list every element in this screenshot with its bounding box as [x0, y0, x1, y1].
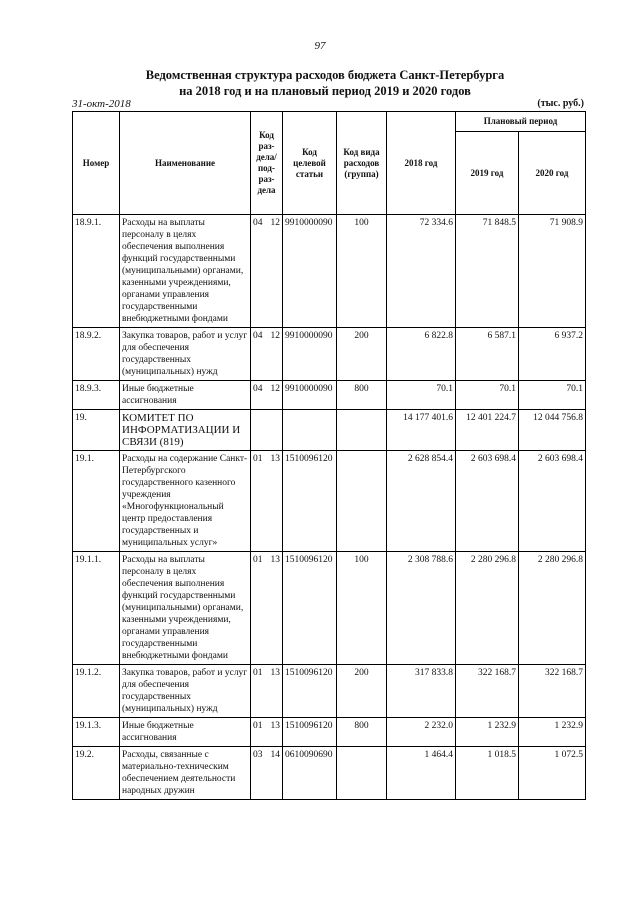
- row-section-code-main: 01: [253, 721, 263, 731]
- row-section-code: [251, 552, 283, 665]
- row-value-2019: 1 232.9: [456, 718, 519, 747]
- row-section-code-main: 01: [253, 668, 263, 678]
- row-value-2018: 70.1: [387, 381, 456, 410]
- table-row: [73, 410, 586, 451]
- table-row: [73, 451, 586, 552]
- row-target-code: 1510096120: [283, 718, 337, 747]
- row-expense-type: 200: [337, 665, 387, 718]
- row-value-2018: 2 628 854.4: [387, 451, 456, 552]
- row-section-code: [251, 718, 283, 747]
- table-row: [73, 718, 586, 747]
- row-section-code-main: 01: [253, 555, 263, 565]
- header-target: Код целевой статьи: [283, 112, 337, 215]
- budget-table: [72, 111, 586, 800]
- row-value-2019: 322 168.7: [456, 665, 519, 718]
- row-value-2019: 2 603 698.4: [456, 451, 519, 552]
- row-value-2019: 70.1: [456, 381, 519, 410]
- row-value-2018: 6 822.8: [387, 328, 456, 381]
- row-name: КОМИТЕТ ПО ИНФОРМАТИЗАЦИИ И СВЯЗИ (819): [120, 410, 251, 451]
- row-section-code-sub: 13: [270, 721, 280, 731]
- row-section-code: [251, 665, 283, 718]
- table-row: [73, 381, 586, 410]
- row-name: Закупка товаров, работ и услуг для обеспечения государственных (муниципальных) нужд: [120, 328, 251, 381]
- row-expense-type: 200: [337, 328, 387, 381]
- table-row: [73, 215, 586, 328]
- header-expense-type: Код вида расходов (группа): [337, 112, 387, 215]
- row-target-code: 1510096120: [283, 451, 337, 552]
- row-value-2018: 2 232.0: [387, 718, 456, 747]
- row-section-code-main: 04: [253, 218, 263, 228]
- units-label: (тыс. руб.): [537, 98, 584, 109]
- page-number: 97: [314, 40, 326, 52]
- header-2018: 2018 год: [387, 112, 456, 215]
- header-section: Код раз-дела/ под-раз-дела: [251, 112, 283, 215]
- title-line-1: Ведомственная структура расходов бюджета Санкт-Петербурга: [145, 68, 505, 82]
- row-value-2019: 12 401 224.7: [456, 410, 519, 451]
- row-value-2020: 70.1: [519, 381, 586, 410]
- row-section-code: [251, 381, 283, 410]
- row-name: Иные бюджетные ассигнования: [120, 381, 251, 410]
- row-expense-type: 800: [337, 381, 387, 410]
- row-section-code: [251, 410, 283, 451]
- row-value-2018: 1 464.4: [387, 747, 456, 800]
- row-target-code: 1510096120: [283, 665, 337, 718]
- header-2019: 2019 год: [456, 132, 519, 215]
- row-section-code: [251, 747, 283, 800]
- row-section-code-main: 03: [253, 750, 263, 760]
- table-row: [73, 747, 586, 800]
- header-name: Наименование: [120, 112, 251, 215]
- row-value-2019: 71 848.5: [456, 215, 519, 328]
- row-name: Закупка товаров, работ и услуг для обеспечения государственных (муниципальных) нужд: [120, 665, 251, 718]
- title-line-2: на 2018 год и на плановый период 2019 и 2020 годов: [179, 84, 471, 98]
- row-name: Расходы, связанные с материально-техническим обеспечением деятельности народных дружин: [120, 747, 251, 800]
- row-target-code: 1510096120: [283, 552, 337, 665]
- row-value-2018: 14 177 401.6: [387, 410, 456, 451]
- row-section-code-main: 01: [253, 454, 263, 464]
- row-target-code: 0610090690: [283, 747, 337, 800]
- table-row: [73, 328, 586, 381]
- document-title: [60, 67, 590, 99]
- row-target-code: 9910000090: [283, 381, 337, 410]
- row-value-2018: 317 833.8: [387, 665, 456, 718]
- header-2020: 2020 год: [519, 132, 586, 215]
- row-value-2020: 2 603 698.4: [519, 451, 586, 552]
- row-target-code: [283, 410, 337, 451]
- row-name: Иные бюджетные ассигнования: [120, 718, 251, 747]
- row-expense-type: 100: [337, 552, 387, 665]
- row-value-2019: 1 018.5: [456, 747, 519, 800]
- row-section-code: [251, 451, 283, 552]
- row-number: 19.1.2.: [73, 665, 120, 718]
- row-number: 19.1.1.: [73, 552, 120, 665]
- row-section-code-sub: 12: [270, 331, 280, 341]
- row-expense-type: [337, 747, 387, 800]
- row-value-2020: 2 280 296.8: [519, 552, 586, 665]
- row-section-code-sub: 13: [270, 454, 280, 464]
- row-name: Расходы на выплаты персоналу в целях обеспечения выполнения функций государственными (муниципальными) органами, казенными учреждениями, органами управления государственными внебюджетными фондами: [120, 215, 251, 328]
- row-number: 19.: [73, 410, 120, 451]
- row-value-2018: 2 308 788.6: [387, 552, 456, 665]
- header-number: Номер: [73, 112, 120, 215]
- row-section-code: [251, 215, 283, 328]
- row-value-2020: 6 937.2: [519, 328, 586, 381]
- row-target-code: 9910000090: [283, 328, 337, 381]
- row-number: 19.1.: [73, 451, 120, 552]
- row-value-2020: 1 072.5: [519, 747, 586, 800]
- document-date: 31-окт-2018: [72, 98, 131, 110]
- header-planned-period: Плановый период: [456, 112, 586, 132]
- row-value-2019: 2 280 296.8: [456, 552, 519, 665]
- row-expense-type: [337, 410, 387, 451]
- row-name: Расходы на содержание Санкт-Петербургского государственного казенного учреждения «Многофункциональный центр предоставления государственных и муниципальных услуг»: [120, 451, 251, 552]
- table-row: [73, 552, 586, 665]
- row-target-code: 9910000090: [283, 215, 337, 328]
- row-number: 18.9.3.: [73, 381, 120, 410]
- row-number: 19.1.3.: [73, 718, 120, 747]
- row-section-code-sub: 12: [270, 218, 280, 228]
- row-expense-type: 800: [337, 718, 387, 747]
- row-value-2018: 72 334.6: [387, 215, 456, 328]
- row-name: Расходы на выплаты персоналу в целях обеспечения выполнения функций государственными (муниципальными) органами, казенными учреждениями, органами управления государственными внебюджетными фондами: [120, 552, 251, 665]
- row-value-2020: 1 232.9: [519, 718, 586, 747]
- row-number: 19.2.: [73, 747, 120, 800]
- row-number: 18.9.1.: [73, 215, 120, 328]
- row-section-code-sub: 12: [270, 384, 280, 394]
- table-row: [73, 665, 586, 718]
- row-section-code-sub: 14: [270, 750, 280, 760]
- row-number: 18.9.2.: [73, 328, 120, 381]
- row-value-2020: 71 908.9: [519, 215, 586, 328]
- row-section-code-sub: 13: [270, 668, 280, 678]
- row-section-code-main: 04: [253, 331, 263, 341]
- row-value-2019: 6 587.1: [456, 328, 519, 381]
- row-expense-type: 100: [337, 215, 387, 328]
- row-expense-type: [337, 451, 387, 552]
- row-value-2020: 12 044 756.8: [519, 410, 586, 451]
- row-value-2020: 322 168.7: [519, 665, 586, 718]
- row-section-code-sub: 13: [270, 555, 280, 565]
- row-section-code: [251, 328, 283, 381]
- row-section-code-main: 04: [253, 384, 263, 394]
